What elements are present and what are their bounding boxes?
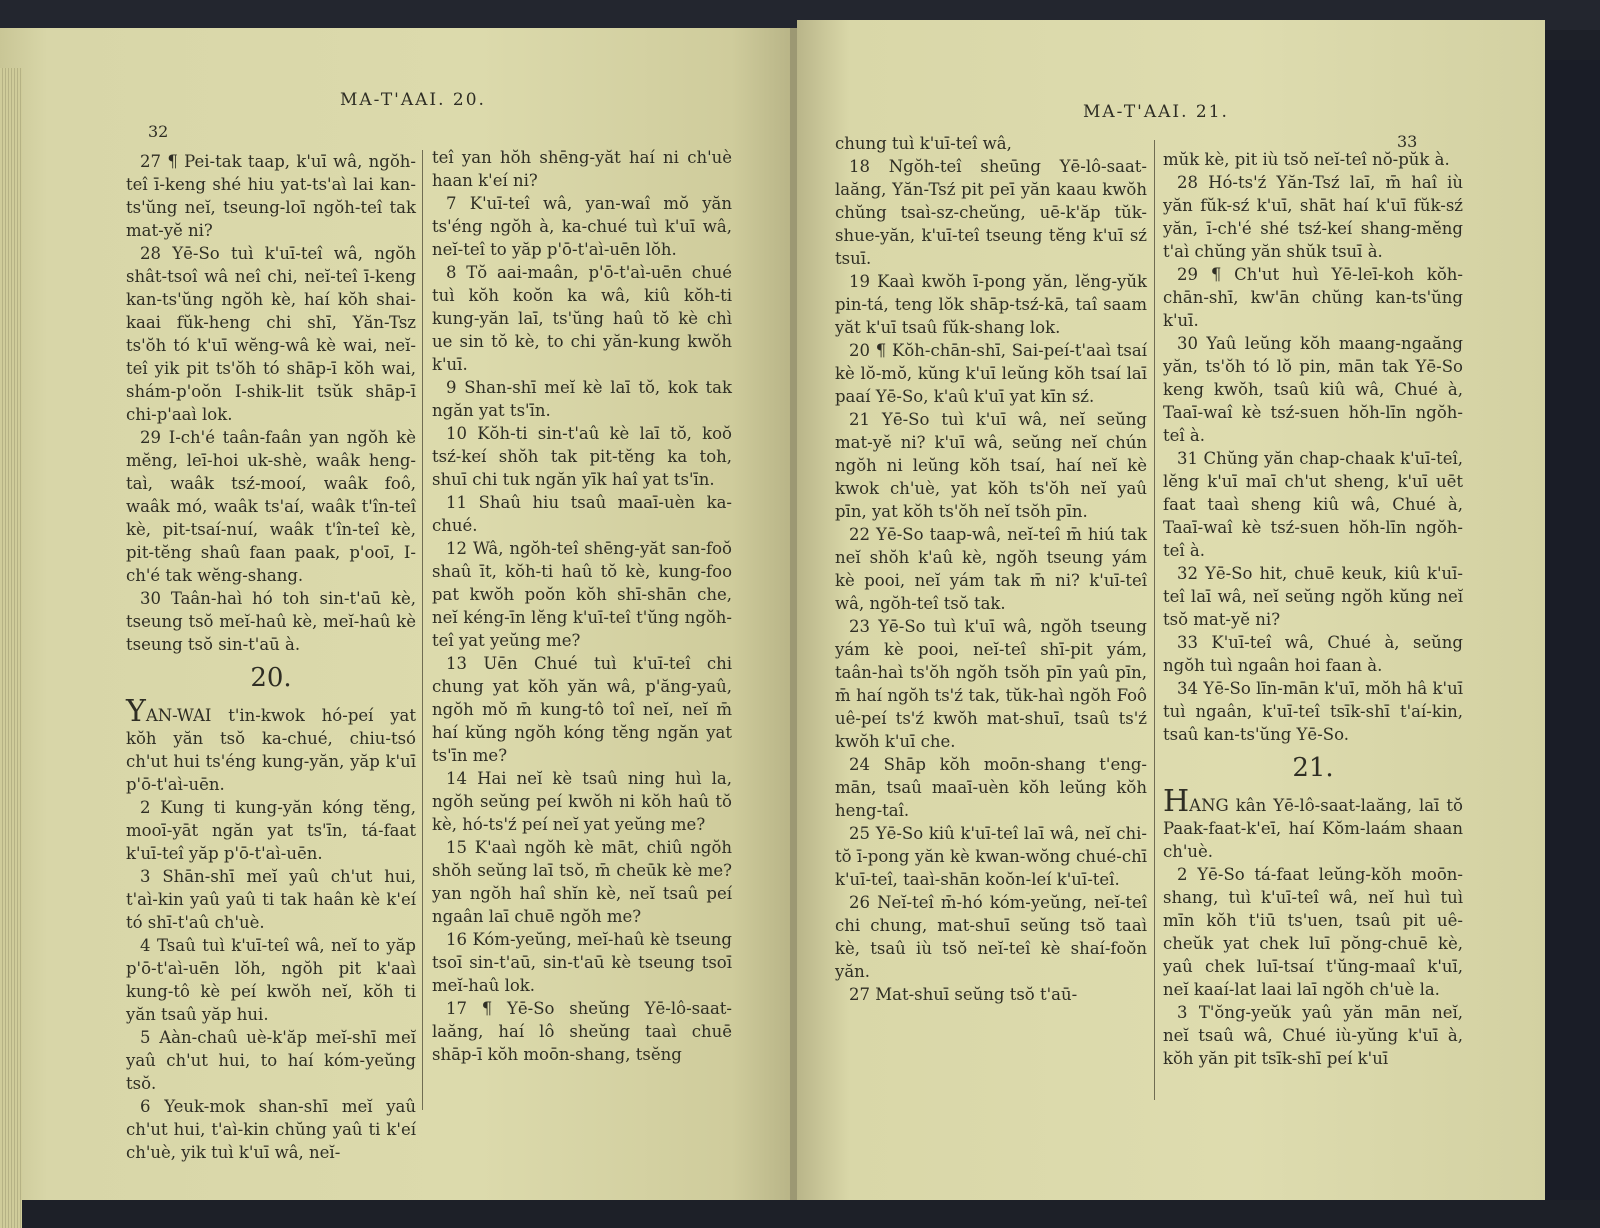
verse: 7 K'uī-teî wâ, yan-waî mŏ yăn ts'éng ngŏh à, ka-chué tuì k'uī wâ, neĭ-teî to yăp p'ō-t'aì-uēn lŏh. bbox=[432, 194, 732, 259]
chapter-heading: 20. bbox=[250, 663, 292, 693]
book-cover-right bbox=[1540, 60, 1600, 1200]
verse: 28 Yē-So tuì k'uī-teî wâ, ngŏh shât-tsoî wâ neî chi, neĭ-teî ī-keng kan-ts'ŭng ngŏh kè, haí kŏh shai-kaai fŭk-heng chi shī, Yăn-Tsz ts'ŏh tó k'uī wĕng-wâ kè wai, neĭ-teî yik pit ts'ŏh tó shāp-ī kŏh wai, shám-p'oŏn I-shik-lit tsŭk shāp-ī chi-p'aaì lok. bbox=[126, 244, 416, 424]
left-column-1 bbox=[126, 150, 416, 1164]
left-page-number: 32 bbox=[148, 122, 169, 141]
verse: 27 Mat-shuī seŭng tsŏ t'aū- bbox=[849, 985, 1078, 1004]
verse: 14 Hai neĭ kè tsaû ning huì la, ngŏh seŭng peí kwŏh ni kŏh haû tŏ kè, hó-ts'ź peí neĭ yat yeŭng me? bbox=[432, 769, 732, 834]
chapter-heading: 21. bbox=[1292, 753, 1334, 783]
verse: 31 Chŭng yăn chap-chaak k'uī-teî, lĕng k'uī maī ch'ut sheng, k'uī uēt faat taaì sheng kiû wâ, Chué à, Taaī-waî kè tsź-suen hŏh-līn ngŏh-teî à. bbox=[1163, 449, 1463, 560]
right-page-header: MA-T'AAI. 21. bbox=[1083, 102, 1229, 122]
right-page-number: 33 bbox=[1397, 132, 1418, 151]
verse: 30 Yaû leŭng kŏh maang-ngaăng yăn, ts'ŏh tó lŏ pin, mān tak Yē-So keng kwŏh, tsaû kiû wâ, Chué à, Taaī-waî kè tsź-suen hŏh-līn ngŏh-teî à. bbox=[1163, 334, 1463, 445]
verse: 23 Yē-So tuì k'uī wâ, ngŏh tseung yám kè pooi, neĭ-teî shī-pit yám, taân-haì ts'ŏh ngŏh tsŏh pīn yaû pīn, m̄ haí ngŏh ts'ź tak, tŭk-haì ngŏh Foô uê-peí ts'ź kwŏh mat-shuī, tsaû ts'ź kwŏh k'uī che. bbox=[835, 617, 1147, 751]
verse: 20 ¶ Kŏh-chān-shī, Sai-peí-t'aaì tsaí kè lŏ-mŏ, kŭng k'uī leŭng kŏh tsaí laī paaí Yē-So, k'aû k'uī yat kīn sź. bbox=[835, 341, 1147, 406]
verse: 29 I-ch'é taân-faân yan ngŏh kè mĕng, leī-hoi uk-shè, waâk heng-taì, waâk tsź-mooí, waâk foô, waâk mó, waâk ts'aí, waâk t'în-teî kè, pit-tsaí-nuí, waâk t'în-teî kè, pit-tĕng shaû faan paak, p'ooī, I-ch'é tak wĕng-shang. bbox=[126, 428, 416, 585]
verse: 6 Yeuk-mok shan-shī meĭ yaû ch'ut hui, t'aì-kin chŭng yaû ti k'eí ch'uè, yik tuì k'uī wâ, neĭ- bbox=[126, 1097, 416, 1162]
left-page-header: MA-T'AAI. 20. bbox=[340, 90, 486, 110]
verse: 19 Kaaì kwŏh ī-pong yăn, lĕng-yŭk pin-tá, teng lŏk shāp-tsź-kā, taî saam yăt k'uī tsaû fŭk-shang lok. bbox=[835, 272, 1147, 337]
left-page bbox=[0, 28, 795, 1200]
verse: 29 ¶ Ch'ut huì Yē-leī-koh kŏh-chān-shī, kw'ān chŭng kan-ts'ŭng k'uī. bbox=[1163, 265, 1463, 330]
verse: 33 K'uī-teî wâ, Chué à, seŭng ngŏh tuì ngaân hoi faan à. bbox=[1163, 633, 1463, 675]
verse: 18 Ngŏh-teî sheūng Yē-lô-saat-laăng, Yăn-Tsź pit peī yăn kaau kwŏh chŭng tsaì-sz-cheŭng, uē-k'ăp tŭk-shue-yăn, k'uī-teî tseung tĕng k'uī sź tsuī. bbox=[835, 157, 1147, 268]
verse: 4 Tsaû tuì k'uī-teî wâ, neĭ to yăp p'ō-t'aì-uēn lŏh, ngŏh pit k'aaì kung-tô kè peí kwŏh neĭ, kŏh ti yăn tsaû yăp hui. bbox=[126, 936, 416, 1024]
verse: 15 K'aaì ngŏh kè māt, chiû ngŏh shŏh seŭng laī tsŏ, m̄ cheūk kè me? yan ngŏh haî shĭn kè, neĭ tsaû peí ngaân laī chuē ngŏh me? bbox=[432, 838, 732, 926]
verse: 17 ¶ Yē-So sheŭng Yē-lô-saat-laăng, haí lô sheŭng taaì chuē shāp-ī kŏh moōn-shang, tsĕng bbox=[432, 999, 732, 1064]
chapter-opening-text: ANG kân Yē-lô-saat-laăng, laī tŏ Paak-faat-k'eī, haí Kŏm-laám shaan ch'uè. bbox=[1163, 796, 1463, 861]
verse: 16 Kóm-yeŭng, meĭ-haû kè tseung tsoī sin-t'aū, sin-t'aū kè tseung tsoī meĭ-haû lok. bbox=[432, 930, 732, 995]
verse: 3 Shān-shī meĭ yaû ch'ut hui, t'aì-kin yaû yaû ti tak haân kè k'eí tó shī-t'aû ch'uè. bbox=[126, 867, 416, 932]
right-column-2 bbox=[1163, 148, 1463, 1070]
verse: 34 Yē-So līn-mān k'uī, mŏh hâ k'uī tuì ngaân, k'uī-teî tsīk-shī t'aí-kin, tsaû kan-ts'ŭng Yē-So. bbox=[1163, 679, 1463, 744]
verse: 21 Yē-So tuì k'uī wâ, neĭ seŭng mat-yĕ ni? k'uī wâ, seŭng neĭ chún ngŏh ni leŭng kŏh tsaí, haí neĭ kè kwok ch'uè, yat kŏh ts'ŏh neĭ yaû pīn, yat kŏh ts'ŏh neĭ tsŏh pīn. bbox=[835, 410, 1147, 521]
chapter-opening-text: AN-WAI t'in-kwok hó-peí yat kŏh yăn tsŏ ka-chué, chiu-tsó ch'ut hui ts'éng kung-yăn, yăp k'uī p'ō-t'aì-uēn. bbox=[126, 706, 416, 794]
verse: 26 Neĭ-teî m̄-hó kóm-yeŭng, neĭ-teî chi chung, mat-shuī seŭng tsŏ taaì kè, tsaû iù tsŏ neĭ-teî kè shaí-foŏn yăn. bbox=[835, 893, 1147, 981]
verse: 5 Aàn-chaû uè-k'ăp meĭ-shī meĭ yaû ch'ut hui, to haí kóm-yeŭng tsŏ. bbox=[126, 1028, 416, 1093]
verse: 2 Kung ti kung-yăn kóng tĕng, mooī-yāt ngăn yat ts'īn, tá-faat k'uī-teî yăp p'ō-t'aì-uēn. bbox=[126, 798, 416, 863]
right-column-1 bbox=[835, 132, 1147, 1006]
chapter-opening bbox=[126, 694, 416, 796]
verse: 2 Yē-So tá-faat leŭng-kŏh moōn-shang, tuì k'uī-teî wâ, neĭ huì tuì mīn kŏh t'iū ts'uen, tsaû pit uê-cheŭk yat chek luī pŏng-chuē kè, yaû chek luī-tsaí t'ŭng-maaî k'uī, neĭ kaaí-lat laai laī ngŏh ch'uè la. bbox=[1163, 865, 1463, 999]
verse: 28 Hó-ts'ź Yăn-Tsź laī, m̄ haî iù yăn fŭk-sź k'uī, shāt haí k'uī fŭk-sź yăn, ī-ch'é shé tsź-keí shang-mĕng t'aì chŭng yăn shŭk tsuī à. bbox=[1163, 173, 1463, 261]
verse: 13 Uēn Chué tuì k'uī-teî chi chung yat kŏh yăn wâ, p'ăng-yaû, ngŏh mŏ m̄ kung-tô toî neĭ, neĭ m̄ haí kŭng ngŏh kóng tĕng ngăn yat ts'īn me? bbox=[432, 654, 732, 765]
page-edges bbox=[0, 68, 22, 1228]
drop-cap: Y bbox=[126, 694, 146, 729]
verse: 3 T'ŏng-yeŭk yaû yăn mān neĭ, neĭ tsaû wâ, Chué iù-yŭng k'uī à, kŏh yăn pit tsīk-shī peí k'uī bbox=[1163, 1003, 1463, 1068]
column-rule bbox=[422, 150, 423, 1110]
verse: mŭk kè, pit iù tsŏ neĭ-teî nŏ-pŭk à. bbox=[1163, 150, 1450, 169]
verse: 22 Yē-So taap-wâ, neĭ-teî m̄ hiú tak neĭ shŏh k'aû kè, ngŏh tseung yám kè pooi, neĭ yám tak m̄ ni? k'uī-teî wâ, ngŏh-teî tsŏ tak. bbox=[835, 525, 1147, 613]
verse: 8 Tŏ aai-maân, p'ō-t'aì-uēn chué tuì kŏh koŏn ka wâ, kiû kŏh-ti kung-yăn laī, ts'ŭng haû tŏ kè chì ue sin tŏ kè, to chi yăn-kung kwŏh k'uī. bbox=[432, 263, 732, 374]
verse: teî yan hŏh shēng-yăt haí ni ch'uè haan k'eí ni? bbox=[432, 148, 732, 190]
right-page bbox=[797, 20, 1545, 1200]
column-rule bbox=[1154, 140, 1155, 1100]
verse: 11 Shaû hiu tsaû maaī-uèn ka-chué. bbox=[432, 493, 732, 535]
verse: 25 Yē-So kiû k'uī-teî laī wâ, neĭ chi-tŏ ī-pong yăn kè kwan-wŏng chué-chī k'uī-teî, taaì-shān koŏn-leí k'uī-teî. bbox=[835, 824, 1147, 889]
verse: 10 Kŏh-ti sin-t'aû kè laī tŏ, koŏ tsź-keí shŏh tak pit-tĕng ka toh, shuī chi tuk ngăn yīk haî yat ts'īn. bbox=[432, 424, 732, 489]
verse: 24 Shāp kŏh moōn-shang t'eng-mān, tsaû maaī-uèn kŏh leŭng kŏh heng-taî. bbox=[835, 755, 1147, 820]
drop-cap: H bbox=[1163, 784, 1190, 819]
verse: chung tuì k'uī-teî wâ, bbox=[835, 134, 1012, 153]
verse: 9 Shan-shī meĭ kè laī tŏ, kok tak ngăn yat ts'īn. bbox=[432, 378, 732, 420]
verse: 32 Yē-So hit, chuē keuk, kiû k'uī-teî laī wâ, neĭ seŭng ngŏh kŭng neĭ tsŏ mat-yĕ ni? bbox=[1163, 564, 1463, 629]
verse: 12 Wâ, ngŏh-teî shēng-yăt san-foŏ shaû īt, kŏh-ti haû tŏ kè, kung-foo pat kwŏh poŏn kŏh shī-shān che, neĭ kéng-īn lĕng k'uī-teî t'ŭng ngŏh-teî yat yeŭng me? bbox=[432, 539, 732, 650]
left-column-2 bbox=[432, 146, 732, 1066]
chapter-opening bbox=[1163, 784, 1463, 863]
verse: 30 Taân-haì hó toh sin-t'aū kè, tseung tsŏ meĭ-haû kè, meĭ-haû kè tseung tsŏ sin-t'aū à. bbox=[126, 589, 416, 654]
verse: 27 ¶ Pei-tak taap, k'uī wâ, ngŏh-teî ī-keng shé hiu yat-ts'aì lai kan-ts'ŭng neĭ, tseung-loī ngŏh-teî tak mat-yĕ ni? bbox=[126, 152, 416, 240]
